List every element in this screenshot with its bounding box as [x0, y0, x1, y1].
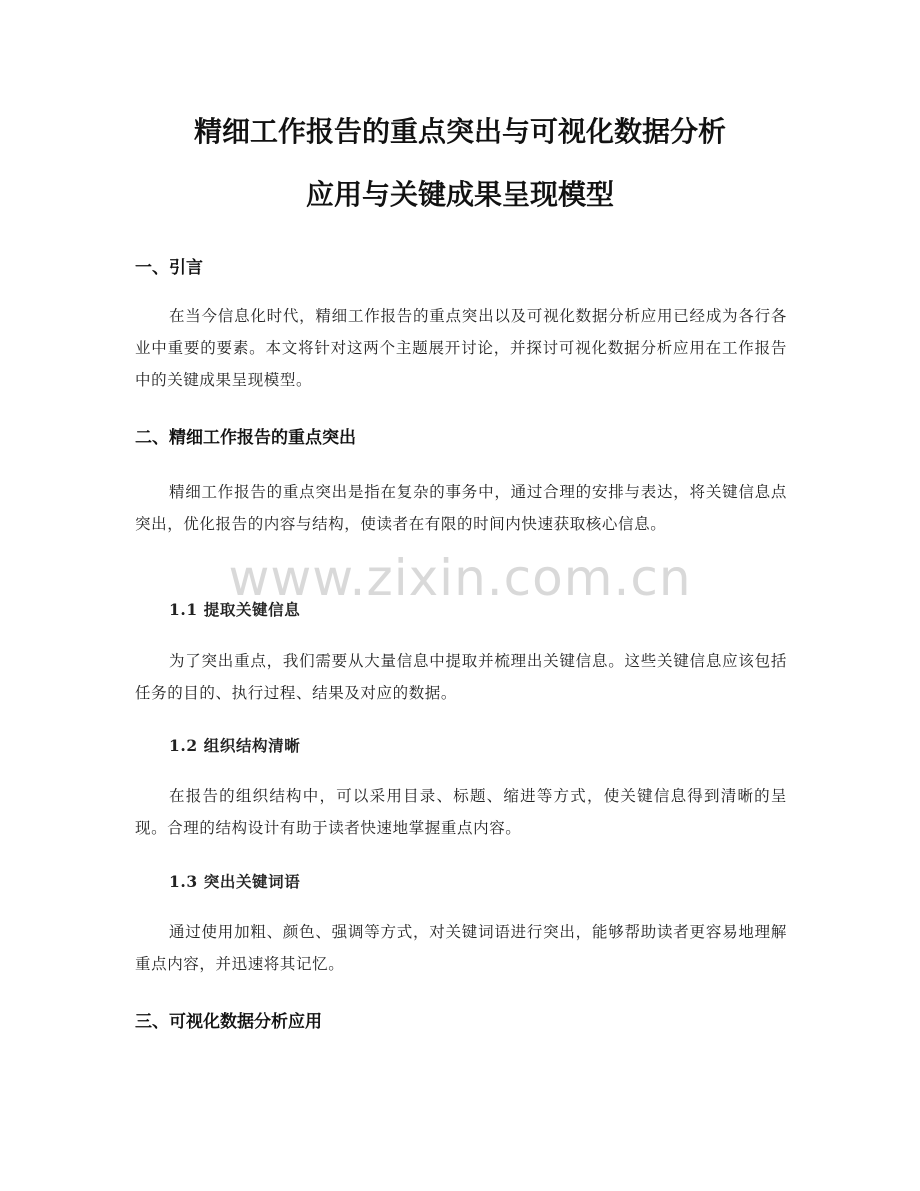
document-title-line2: 应用与关键成果呈现模型 — [305, 178, 614, 211]
section-paragraph-highlight: 精细工作报告的重点突出是指在复杂的事务中，通过合理的安排与表达，将关键信息点突出，优化报告的内容与结构，使读者在有限的时间内快速获取核心信息。 — [135, 483, 787, 533]
document-title-line1: 精细工作报告的重点突出与可视化数据分析 — [193, 115, 726, 148]
section-heading-intro: 一、引言 — [135, 258, 203, 278]
subsection-paragraph-1-2: 在报告的组织结构中，可以采用目录、标题、缩进等方式，使关键信息得到清晰的呈现。合理的结构设计有助于读者快速地掌握重点内容。 — [135, 787, 787, 837]
subsection-heading-1-3: 1.3 突出关键词语 — [169, 872, 301, 891]
watermark: www.zixin.com.cn — [228, 549, 692, 607]
subsection-paragraph-1-3: 通过使用加粗、颜色、强调等方式，对关键词语进行突出，能够帮助读者更容易地理解重点内容，并迅速将其记忆。 — [135, 923, 787, 973]
section-paragraph-intro: 在当今信息化时代，精细工作报告的重点突出以及可视化数据分析应用已经成为各行各业中重要的要素。本文将针对这两个主题展开讨论，并探讨可视化数据分析应用在工作报告中的关键成果呈现模型。 — [135, 307, 787, 389]
subsection-paragraph-1-1: 为了突出重点，我们需要从大量信息中提取并梳理出关键信息。这些关键信息应该包括任务的目的、执行过程、结果及对应的数据。 — [135, 652, 787, 702]
subsection-heading-1-1: 1.1 提取关键信息 — [169, 600, 301, 619]
subsection-heading-1-2: 1.2 组织结构清晰 — [169, 736, 301, 755]
section-heading-highlight: 二、精细工作报告的重点突出 — [135, 428, 356, 448]
section-heading-visualization: 三、可视化数据分析应用 — [135, 1012, 322, 1032]
